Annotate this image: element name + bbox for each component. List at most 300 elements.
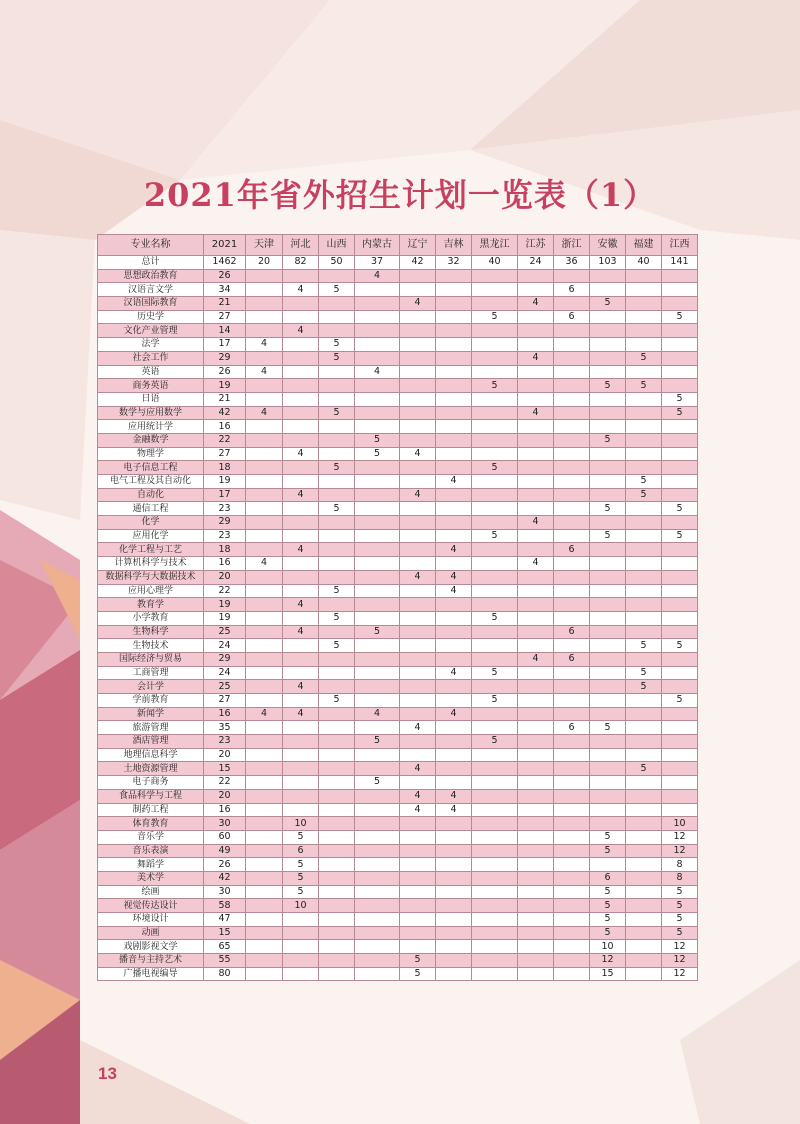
table-cell: [436, 639, 472, 653]
major-name: 国际经济与贸易: [98, 652, 204, 666]
table-cell: [554, 871, 590, 885]
column-header: 福建: [626, 235, 662, 256]
table-cell: 4: [400, 297, 436, 311]
table-cell: [319, 324, 355, 338]
table-cell: [319, 707, 355, 721]
table-cell: [436, 461, 472, 475]
table-cell: [554, 926, 590, 940]
major-name: 小学教育: [98, 611, 204, 625]
table-cell: [283, 379, 319, 393]
table-cell: [472, 817, 518, 831]
table-cell: [355, 803, 400, 817]
table-cell: [246, 776, 283, 790]
table-cell: [662, 570, 698, 584]
table-cell: [554, 351, 590, 365]
table-cell: [355, 420, 400, 434]
table-cell: [400, 475, 436, 489]
table-cell: [283, 351, 319, 365]
table-cell: [436, 844, 472, 858]
table-cell: [400, 379, 436, 393]
table-cell: [472, 433, 518, 447]
table-cell: [590, 735, 626, 749]
major-name: 汉语国际教育: [98, 297, 204, 311]
table-cell: [246, 447, 283, 461]
major-name: 思想政治教育: [98, 269, 204, 283]
table-cell: [518, 776, 554, 790]
table-cell: [436, 379, 472, 393]
table-cell: 20: [204, 789, 246, 803]
major-name: 地理信息科学: [98, 748, 204, 762]
table-cell: 25: [204, 625, 246, 639]
table-row: [98, 351, 698, 365]
table-cell: [472, 269, 518, 283]
table-cell: 29: [204, 351, 246, 365]
table-cell: [590, 858, 626, 872]
table-cell: [400, 735, 436, 749]
table-row: [98, 475, 698, 489]
major-name: 戏剧影视文学: [98, 940, 204, 954]
table-cell: [662, 652, 698, 666]
table-cell: [662, 283, 698, 297]
column-header: 黑龙江: [472, 235, 518, 256]
table-cell: [554, 406, 590, 420]
table-cell: 4: [436, 543, 472, 557]
table-cell: [626, 529, 662, 543]
table-cell: [518, 899, 554, 913]
table-row: [98, 379, 698, 393]
table-cell: [436, 557, 472, 571]
table-row: [98, 625, 698, 639]
table-cell: 4: [283, 625, 319, 639]
table-cell: [626, 338, 662, 352]
table-cell: [246, 803, 283, 817]
table-cell: [662, 351, 698, 365]
table-cell: [283, 940, 319, 954]
major-name: 舞蹈学: [98, 858, 204, 872]
table-cell: [518, 694, 554, 708]
table-cell: [518, 488, 554, 502]
table-cell: 16: [204, 803, 246, 817]
table-cell: [246, 543, 283, 557]
table-cell: [400, 666, 436, 680]
table-cell: 5: [590, 926, 626, 940]
table-cell: [662, 338, 698, 352]
table-cell: [590, 803, 626, 817]
table-cell: [518, 543, 554, 557]
table-cell: 20: [246, 256, 283, 270]
column-header: 天津: [246, 235, 283, 256]
table-row: [98, 420, 698, 434]
table-cell: [472, 844, 518, 858]
table-cell: [662, 433, 698, 447]
table-cell: 15: [204, 762, 246, 776]
table-cell: [626, 748, 662, 762]
table-cell: [355, 817, 400, 831]
table-cell: [590, 762, 626, 776]
table-cell: [283, 748, 319, 762]
table-cell: [518, 324, 554, 338]
table-cell: 4: [436, 666, 472, 680]
table-cell: 5: [590, 913, 626, 927]
table-cell: [554, 858, 590, 872]
table-cell: [319, 392, 355, 406]
table-cell: [283, 926, 319, 940]
table-cell: [590, 447, 626, 461]
table-cell: 4: [283, 283, 319, 297]
table-cell: 4: [518, 557, 554, 571]
table-cell: [626, 611, 662, 625]
table-cell: [554, 488, 590, 502]
table-cell: [400, 899, 436, 913]
table-cell: 4: [283, 598, 319, 612]
table-cell: [472, 680, 518, 694]
table-cell: [590, 789, 626, 803]
table-cell: [436, 433, 472, 447]
table-cell: 24: [518, 256, 554, 270]
table-cell: [626, 433, 662, 447]
table-cell: [590, 310, 626, 324]
table-cell: [626, 954, 662, 968]
table-cell: 5: [472, 379, 518, 393]
table-cell: 5: [662, 502, 698, 516]
table-cell: 5: [319, 639, 355, 653]
table-cell: 58: [204, 899, 246, 913]
table-cell: 4: [246, 338, 283, 352]
table-cell: 4: [400, 721, 436, 735]
table-cell: 4: [518, 652, 554, 666]
table-row: [98, 338, 698, 352]
table-cell: [472, 871, 518, 885]
table-cell: [355, 652, 400, 666]
table-row: [98, 433, 698, 447]
major-name: 食品科学与工程: [98, 789, 204, 803]
table-row: [98, 735, 698, 749]
table-cell: [246, 940, 283, 954]
table-cell: [319, 926, 355, 940]
table-cell: [472, 584, 518, 598]
table-cell: [283, 338, 319, 352]
table-cell: [436, 967, 472, 981]
table-cell: [518, 954, 554, 968]
table-cell: [283, 557, 319, 571]
table-cell: [518, 529, 554, 543]
major-name: 电子信息工程: [98, 461, 204, 475]
major-name: 法学: [98, 338, 204, 352]
table-row: [98, 324, 698, 338]
table-cell: [554, 954, 590, 968]
table-cell: [626, 570, 662, 584]
table-cell: [319, 680, 355, 694]
table-cell: [283, 297, 319, 311]
table-row: [98, 748, 698, 762]
table-cell: [590, 652, 626, 666]
table-cell: [400, 885, 436, 899]
table-cell: [626, 447, 662, 461]
table-cell: [472, 803, 518, 817]
table-cell: 1462: [204, 256, 246, 270]
table-cell: 5: [662, 885, 698, 899]
table-cell: 4: [400, 488, 436, 502]
table-cell: [436, 611, 472, 625]
table-cell: [554, 392, 590, 406]
table-cell: [436, 338, 472, 352]
table-cell: 50: [319, 256, 355, 270]
table-cell: [355, 844, 400, 858]
table-cell: [472, 392, 518, 406]
table-cell: [246, 475, 283, 489]
table-cell: [246, 680, 283, 694]
table-cell: [590, 351, 626, 365]
table-cell: [319, 475, 355, 489]
table-cell: 6: [554, 310, 590, 324]
table-cell: 10: [283, 899, 319, 913]
table-cell: [319, 762, 355, 776]
table-cell: 6: [590, 871, 626, 885]
table-cell: [518, 433, 554, 447]
table-cell: [518, 748, 554, 762]
table-cell: 21: [204, 392, 246, 406]
column-header: 内蒙古: [355, 235, 400, 256]
table-cell: [400, 830, 436, 844]
table-cell: [355, 324, 400, 338]
table-cell: 5: [283, 885, 319, 899]
table-cell: [626, 365, 662, 379]
table-cell: [472, 365, 518, 379]
major-name: 广播电视编导: [98, 967, 204, 981]
table-cell: [554, 502, 590, 516]
table-cell: [246, 830, 283, 844]
table-row: [98, 871, 698, 885]
table-cell: [319, 789, 355, 803]
table-cell: [319, 557, 355, 571]
table-cell: [283, 392, 319, 406]
table-cell: [400, 652, 436, 666]
table-cell: [283, 502, 319, 516]
table-cell: [662, 297, 698, 311]
table-cell: 37: [355, 256, 400, 270]
table-row: [98, 529, 698, 543]
table-row: [98, 269, 698, 283]
table-cell: 49: [204, 844, 246, 858]
table-cell: [283, 365, 319, 379]
table-row: [98, 652, 698, 666]
table-cell: 5: [319, 611, 355, 625]
table-row: [98, 967, 698, 981]
major-name: 金融数学: [98, 433, 204, 447]
table-cell: 35: [204, 721, 246, 735]
table-cell: [355, 871, 400, 885]
table-cell: 10: [590, 940, 626, 954]
table-cell: [319, 885, 355, 899]
column-header: 山西: [319, 235, 355, 256]
table-cell: [246, 926, 283, 940]
table-cell: 5: [355, 735, 400, 749]
table-cell: [436, 652, 472, 666]
table-cell: 42: [204, 406, 246, 420]
table-cell: [590, 625, 626, 639]
table-cell: 36: [554, 256, 590, 270]
table-cell: [626, 858, 662, 872]
major-name: 应用化学: [98, 529, 204, 543]
table-cell: [436, 598, 472, 612]
table-cell: 5: [355, 625, 400, 639]
table-cell: 4: [436, 584, 472, 598]
table-cell: 5: [626, 666, 662, 680]
table-cell: [319, 967, 355, 981]
table-cell: [590, 776, 626, 790]
table-cell: 55: [204, 954, 246, 968]
table-cell: [554, 844, 590, 858]
table-cell: [518, 762, 554, 776]
table-cell: [246, 584, 283, 598]
table-cell: [518, 310, 554, 324]
table-cell: [319, 735, 355, 749]
table-cell: [554, 899, 590, 913]
header-row: [98, 235, 698, 256]
major-name: 计算机科学与技术: [98, 557, 204, 571]
table-row: [98, 543, 698, 557]
table-cell: 5: [355, 447, 400, 461]
table-cell: [626, 899, 662, 913]
table-cell: [626, 502, 662, 516]
table-cell: 5: [662, 529, 698, 543]
table-cell: [355, 694, 400, 708]
table-cell: 19: [204, 598, 246, 612]
table-cell: [662, 475, 698, 489]
table-cell: 5: [662, 639, 698, 653]
table-cell: 6: [554, 543, 590, 557]
table-cell: [319, 529, 355, 543]
table-cell: [626, 803, 662, 817]
table-cell: [355, 516, 400, 530]
table-cell: [554, 324, 590, 338]
table-cell: [319, 913, 355, 927]
table-cell: [355, 557, 400, 571]
table-cell: [355, 721, 400, 735]
table-cell: [472, 789, 518, 803]
table-cell: [246, 310, 283, 324]
column-header: 江西: [662, 235, 698, 256]
table-cell: [246, 954, 283, 968]
table-cell: [246, 351, 283, 365]
table-cell: [246, 502, 283, 516]
table-cell: [554, 803, 590, 817]
table-cell: [283, 789, 319, 803]
table-cell: [436, 392, 472, 406]
table-cell: [246, 789, 283, 803]
table-cell: 10: [662, 817, 698, 831]
table-cell: [662, 803, 698, 817]
table-cell: [319, 899, 355, 913]
table-cell: [246, 899, 283, 913]
table-cell: [626, 926, 662, 940]
table-cell: 26: [204, 858, 246, 872]
major-name: 绘画: [98, 885, 204, 899]
major-name: 社会工作: [98, 351, 204, 365]
table-cell: 5: [400, 954, 436, 968]
table-cell: [518, 817, 554, 831]
table-cell: [246, 420, 283, 434]
table-cell: 22: [204, 776, 246, 790]
table-cell: [436, 488, 472, 502]
table-cell: 4: [436, 707, 472, 721]
major-name: 土地资源管理: [98, 762, 204, 776]
table-cell: [554, 584, 590, 598]
table-cell: [518, 735, 554, 749]
table-cell: [472, 338, 518, 352]
table-cell: [626, 297, 662, 311]
table-cell: [626, 584, 662, 598]
table-cell: [554, 475, 590, 489]
table-row: [98, 516, 698, 530]
table-cell: [518, 379, 554, 393]
table-cell: [355, 570, 400, 584]
table-cell: [400, 420, 436, 434]
table-cell: [355, 830, 400, 844]
major-name: 生物科学: [98, 625, 204, 639]
table-cell: [662, 461, 698, 475]
table-cell: [590, 694, 626, 708]
table-cell: [518, 844, 554, 858]
table-cell: [283, 584, 319, 598]
table-cell: [283, 954, 319, 968]
table-cell: 6: [554, 625, 590, 639]
table-cell: [590, 680, 626, 694]
table-cell: 30: [204, 885, 246, 899]
table-cell: [626, 269, 662, 283]
table-cell: [472, 748, 518, 762]
table-cell: [319, 830, 355, 844]
major-name: 自动化: [98, 488, 204, 502]
major-name: 文化产业管理: [98, 324, 204, 338]
table-cell: [554, 885, 590, 899]
table-cell: 12: [662, 844, 698, 858]
table-cell: [590, 324, 626, 338]
table-cell: 30: [204, 817, 246, 831]
table-cell: [436, 529, 472, 543]
major-name: 日语: [98, 392, 204, 406]
table-cell: [554, 776, 590, 790]
table-cell: [283, 666, 319, 680]
table-cell: [283, 913, 319, 927]
major-name: 化学工程与工艺: [98, 543, 204, 557]
table-cell: 4: [283, 324, 319, 338]
table-row: [98, 666, 698, 680]
table-cell: [590, 639, 626, 653]
table-cell: 5: [283, 830, 319, 844]
table-cell: 19: [204, 379, 246, 393]
table-cell: [590, 461, 626, 475]
table-cell: 5: [319, 351, 355, 365]
table-cell: [400, 817, 436, 831]
table-cell: 5: [319, 502, 355, 516]
major-name: 美术学: [98, 871, 204, 885]
table-cell: 34: [204, 283, 246, 297]
table-cell: 40: [626, 256, 662, 270]
table-cell: [518, 584, 554, 598]
table-cell: [554, 570, 590, 584]
table-cell: 32: [436, 256, 472, 270]
table-cell: [246, 762, 283, 776]
table-cell: [436, 406, 472, 420]
table-cell: [355, 748, 400, 762]
table-cell: [400, 529, 436, 543]
table-header: [98, 235, 698, 256]
table-cell: [518, 392, 554, 406]
major-name: 英语: [98, 365, 204, 379]
table-cell: [319, 954, 355, 968]
table-cell: [283, 776, 319, 790]
